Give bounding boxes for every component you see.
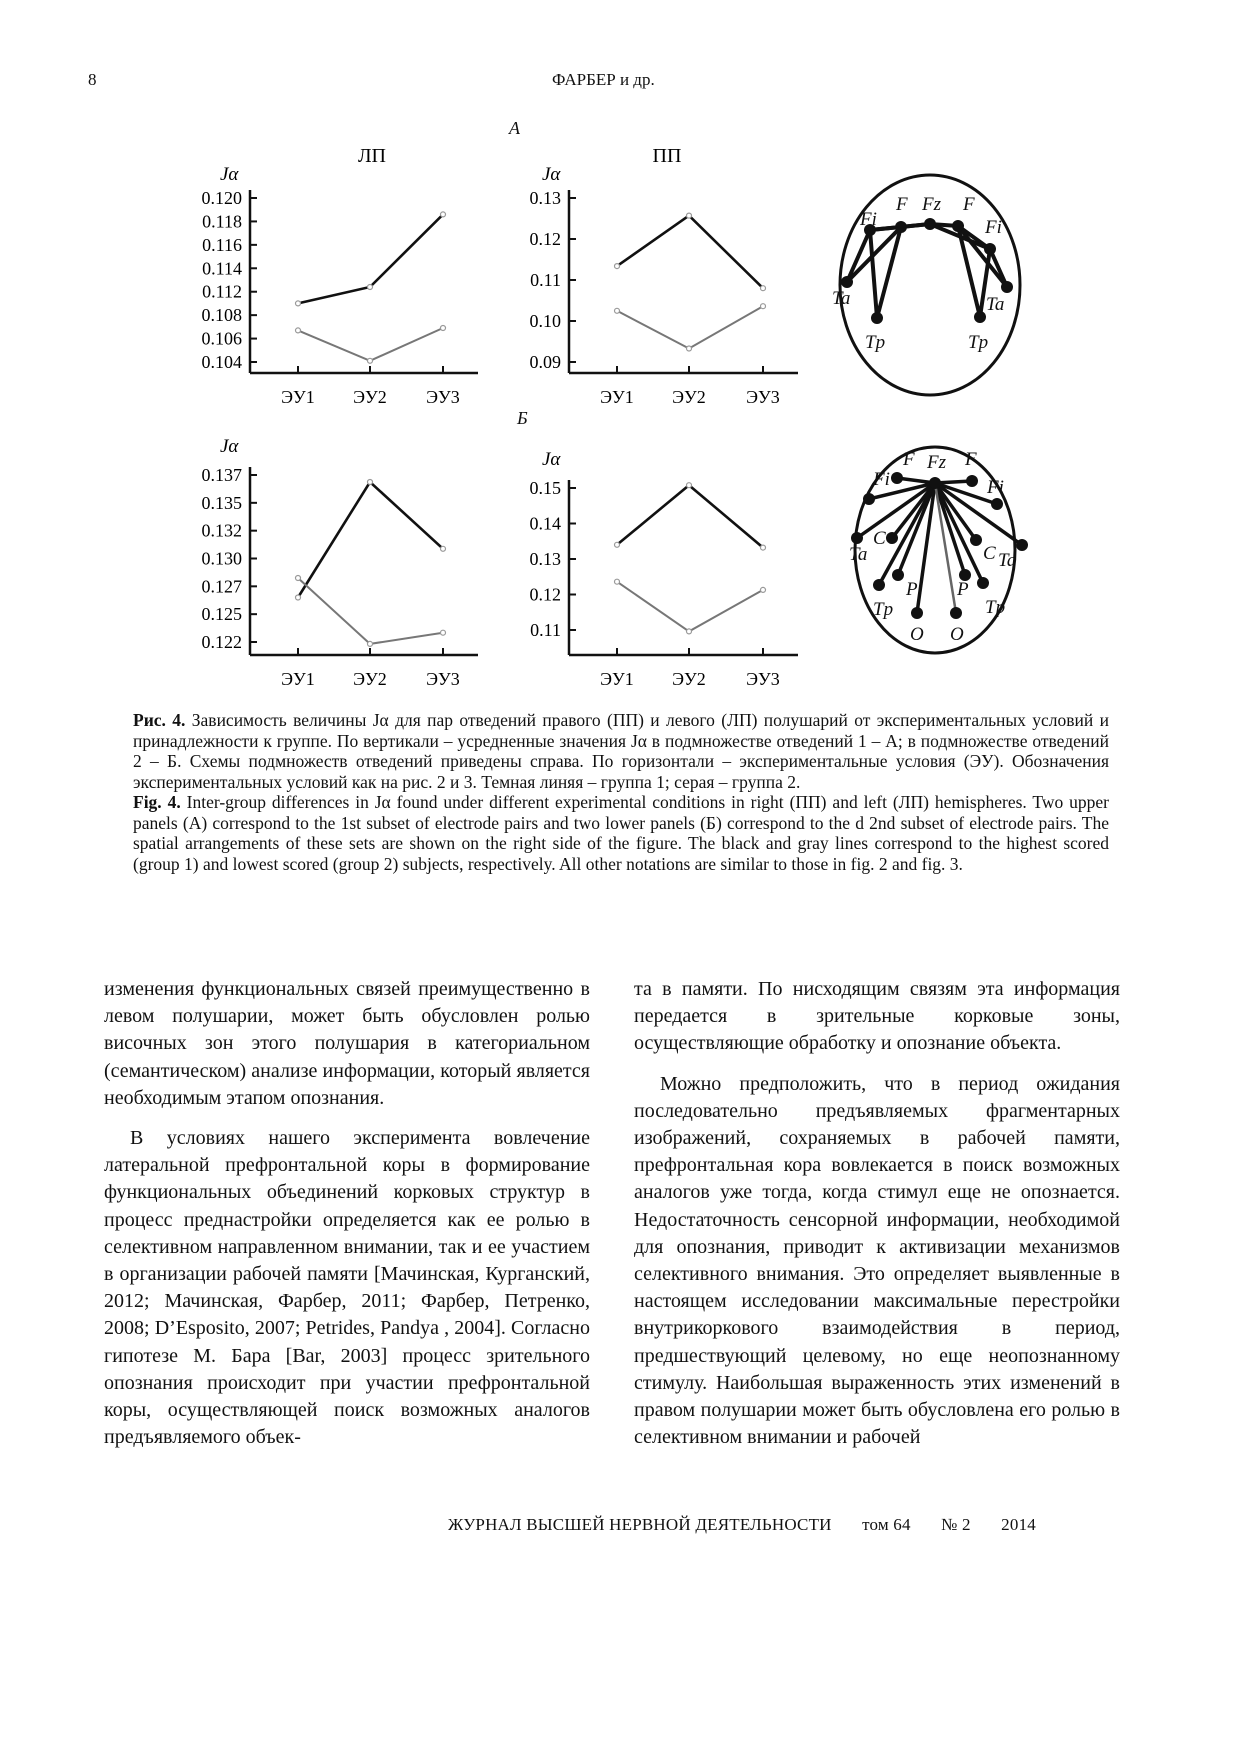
y-tick-label: 0.108 bbox=[201, 305, 242, 326]
svg-text:F: F bbox=[963, 194, 975, 215]
svg-text:C: C bbox=[873, 528, 886, 549]
scheme1-connections bbox=[847, 224, 1007, 318]
chart-title: ЛП bbox=[357, 145, 387, 167]
y-tick-label: 0.106 bbox=[201, 328, 242, 349]
svg-text:Fi: Fi bbox=[987, 477, 1004, 498]
caption-en bbox=[133, 792, 1109, 874]
y-tick-label: 0.11 bbox=[530, 270, 561, 290]
data-point bbox=[687, 629, 692, 634]
line-charts bbox=[0, 0, 800, 700]
svg-text:Tp: Tp bbox=[968, 332, 989, 353]
y-tick-label: 0.118 bbox=[202, 211, 242, 232]
y-tick-label: 0.10 bbox=[529, 311, 561, 331]
svg-text:Fi: Fi bbox=[985, 217, 1002, 238]
svg-text:Ta: Ta bbox=[998, 550, 1017, 571]
svg-text:Ta: Ta bbox=[849, 544, 868, 565]
paragraph: изменения функциональных связей преимущественно в левом полушарии, может быть обусловлен ролью височных зон этого полушария в категориальном (семантическом) анализе информации, который является необходимым этапом опознания. bbox=[104, 978, 590, 1109]
y-tick-label: 0.112 bbox=[202, 281, 242, 302]
data-point bbox=[296, 301, 301, 306]
y-tick-label: 0.125 bbox=[201, 604, 242, 625]
data-point bbox=[441, 546, 446, 551]
data-point bbox=[687, 483, 692, 488]
panel-label-b: Б bbox=[517, 408, 528, 428]
svg-text:F: F bbox=[903, 449, 915, 470]
svg-text:C: C bbox=[983, 543, 996, 564]
paragraph: Можно предположить, что в период ожидания последовательно предъявляемых фрагментарных изображений, сохраняемых в рабочей памяти, префронтальная кора вовлекается в поиск возможных аналогов уже тогда, когда стимул еще не опознается. Недостаточность сенсорной информации, необходимой для опознания, приводит к активизации механизмов селективного внимания. Это определяет выявленные в настоящем исследовании максимальные перестройки внутрикоркового взаимодействия в период, предшествующий целевому, но еще неопознанному стимулу. Наибольшая выраженность этих изменений в правом полушарии может быть обусловлена его ролью в селективном внимании и рабочей bbox=[634, 1072, 1120, 1449]
data-point bbox=[761, 304, 766, 309]
svg-text:P: P bbox=[906, 579, 918, 600]
panel-label-a: А bbox=[509, 118, 520, 138]
svg-text:F: F bbox=[965, 449, 977, 470]
x-tick-label: ЭУ3 bbox=[426, 669, 460, 689]
y-tick-label: 0.137 bbox=[201, 465, 242, 485]
journal-volume: том 64 bbox=[862, 1515, 911, 1534]
body-column-left bbox=[104, 976, 590, 1451]
y-tick-label: 0.127 bbox=[201, 576, 242, 597]
paragraph: В условиях нашего эксперимента вовлечение латеральной префронтальной коры в формирование функциональных объединений корковых структур в процесс преднастройки определяется как ее ролью в селективном направленном внимании, так и ее участием в организации рабочей памяти [Мачинская, Курганский, 2012; Мачинская, Фарбер, 2011; Фарбер, Петренко, 2008; D’Esposito, 2007; Petrides, Pandya , 2004]. Согласно гипотезе М. Бара [Bar, 2003] процесс зрительного опознания происходит при участии префронтальной коры, осуществляющей поиск возможных аналогов предъявляемого объек- bbox=[104, 1127, 590, 1449]
data-point bbox=[441, 212, 446, 217]
caption-ru bbox=[133, 710, 1109, 792]
svg-text:Fz: Fz bbox=[927, 452, 946, 473]
data-point bbox=[687, 346, 692, 351]
svg-text:Tp: Tp bbox=[873, 599, 894, 620]
y-tick-label: 0.122 bbox=[201, 632, 242, 652]
data-point bbox=[296, 576, 301, 581]
data-point bbox=[615, 264, 620, 269]
body-column-right bbox=[634, 976, 1120, 1451]
y-tick-label: 0.135 bbox=[201, 492, 242, 513]
data-point bbox=[761, 587, 766, 592]
x-tick-label: ЭУ1 bbox=[600, 669, 634, 689]
series-line-group-1 bbox=[298, 482, 443, 598]
chart-3 bbox=[202, 436, 479, 689]
y-tick-label: 0.13 bbox=[529, 549, 561, 569]
journal-name: ЖУРНАЛ ВЫСШЕЙ НЕРВНОЙ ДЕЯТЕЛЬНОСТИ bbox=[448, 1515, 832, 1534]
y-axis-label: Jα bbox=[220, 164, 239, 185]
chart-1 bbox=[202, 145, 479, 407]
page-number: 8 bbox=[88, 70, 97, 89]
svg-text:F: F bbox=[896, 194, 908, 215]
journal-year: 2014 bbox=[1001, 1515, 1036, 1534]
y-tick-label: 0.12 bbox=[529, 229, 561, 249]
data-point bbox=[368, 480, 373, 485]
series-line-group-2 bbox=[298, 328, 443, 361]
data-point bbox=[687, 213, 692, 218]
svg-text:P: P bbox=[957, 579, 969, 600]
y-tick-label: 0.114 bbox=[202, 258, 242, 279]
data-point bbox=[615, 308, 620, 313]
caption-ru-text: Зависимость величины Jα для пар отведений правого (ПП) и левого (ЛП) полушарий от экспериментальных условий и принадлежности к группе. По вертикали – усредненные значения Jα в подмножестве отведений 1 – А; в подмножестве отведений 2 – Б. Схемы подмножеств отведений приведены справа. По горизонтали – экспериментальные условия (ЭУ). Обозначения экспериментальных условий как на рис. 2 и 3. Темная линяя – группа 1; серая – группа 2. bbox=[133, 710, 1109, 792]
y-tick-label: 0.12 bbox=[529, 584, 561, 605]
svg-text:O: O bbox=[910, 624, 924, 645]
x-tick-label: ЭУ1 bbox=[600, 387, 634, 407]
electrode-scheme-subset1 bbox=[830, 170, 1030, 400]
y-tick-label: 0.09 bbox=[529, 352, 561, 372]
x-tick-label: ЭУ1 bbox=[281, 669, 315, 689]
data-point bbox=[615, 579, 620, 584]
journal-issue: № 2 bbox=[941, 1515, 971, 1534]
y-tick-label: 0.14 bbox=[529, 513, 561, 534]
x-tick-label: ЭУ1 bbox=[281, 387, 315, 407]
y-tick-label: 0.13 bbox=[529, 188, 561, 208]
data-point bbox=[761, 545, 766, 550]
x-tick-label: ЭУ3 bbox=[746, 669, 780, 689]
y-axis-label: Jα bbox=[542, 449, 561, 470]
x-tick-label: ЭУ3 bbox=[426, 387, 460, 407]
paragraph: та в памяти. По нисходящим связям эта информация передается в зрительные корковые зоны, осуществляющие обработку и опознание объекта. bbox=[634, 978, 1120, 1055]
caption-en-label: Fig. 4. bbox=[133, 792, 181, 812]
svg-text:Fi: Fi bbox=[860, 209, 877, 230]
svg-text:Ta: Ta bbox=[986, 294, 1005, 315]
chart-2 bbox=[530, 145, 799, 407]
data-point bbox=[615, 542, 620, 547]
journal-footer bbox=[448, 1515, 1062, 1535]
series-line-group-1 bbox=[617, 485, 763, 547]
data-point bbox=[368, 358, 373, 363]
y-tick-label: 0.120 bbox=[201, 188, 242, 208]
data-point bbox=[761, 286, 766, 291]
svg-text:Tp: Tp bbox=[985, 597, 1006, 618]
x-tick-label: ЭУ2 bbox=[353, 387, 387, 407]
data-point bbox=[296, 595, 301, 600]
y-tick-label: 0.15 bbox=[529, 478, 561, 498]
caption-ru-label: Рис. 4. bbox=[133, 710, 186, 730]
svg-text:O: O bbox=[950, 624, 964, 645]
data-point bbox=[368, 641, 373, 646]
svg-text:Fi: Fi bbox=[873, 469, 890, 490]
figure-caption bbox=[133, 710, 1109, 874]
svg-text:Ta: Ta bbox=[832, 288, 851, 309]
series-line-group-1 bbox=[617, 216, 763, 289]
y-tick-label: 0.116 bbox=[202, 234, 242, 255]
y-tick-label: 0.104 bbox=[201, 352, 242, 372]
chart-title: ПП bbox=[652, 145, 682, 167]
series-line-group-2 bbox=[617, 306, 763, 348]
y-tick-label: 0.11 bbox=[530, 620, 561, 640]
data-point bbox=[296, 328, 301, 333]
data-point bbox=[441, 326, 446, 331]
data-point bbox=[368, 285, 373, 290]
y-tick-label: 0.130 bbox=[201, 548, 242, 569]
caption-en-text: Inter-group differences in Jα found under different experimental conditions in right (ПП) and left (ЛП) hemispheres. Two upper panels (A) correspond to the 1st subset of electrode pairs and two lower panels (Б) correspond to the d 2nd subset of electrode pairs. The spatial arrangements of these sets are shown on the right side of the figure. The black and gray lines correspond to the highest scored (group 1) and lowest scored (group 2) subjects, respectively. All other notations are similar to those in fig. 2 and fig. 3. bbox=[133, 792, 1109, 874]
series-line-group-2 bbox=[298, 578, 443, 644]
x-tick-label: ЭУ2 bbox=[353, 669, 387, 689]
x-tick-label: ЭУ2 bbox=[672, 669, 706, 689]
data-point bbox=[441, 630, 446, 635]
running-title: ФАРБЕР и др. bbox=[552, 70, 655, 89]
series-line-group-2 bbox=[617, 582, 763, 632]
x-tick-label: ЭУ3 bbox=[746, 387, 780, 407]
electrode-scheme-subset2 bbox=[835, 435, 1035, 665]
svg-text:Tp: Tp bbox=[865, 332, 886, 353]
chart-4 bbox=[530, 449, 799, 689]
svg-text:Fz: Fz bbox=[922, 194, 941, 215]
y-axis-label: Jα bbox=[220, 436, 239, 457]
y-axis-label: Jα bbox=[542, 164, 561, 185]
x-tick-label: ЭУ2 bbox=[672, 387, 706, 407]
y-tick-label: 0.132 bbox=[201, 520, 242, 541]
